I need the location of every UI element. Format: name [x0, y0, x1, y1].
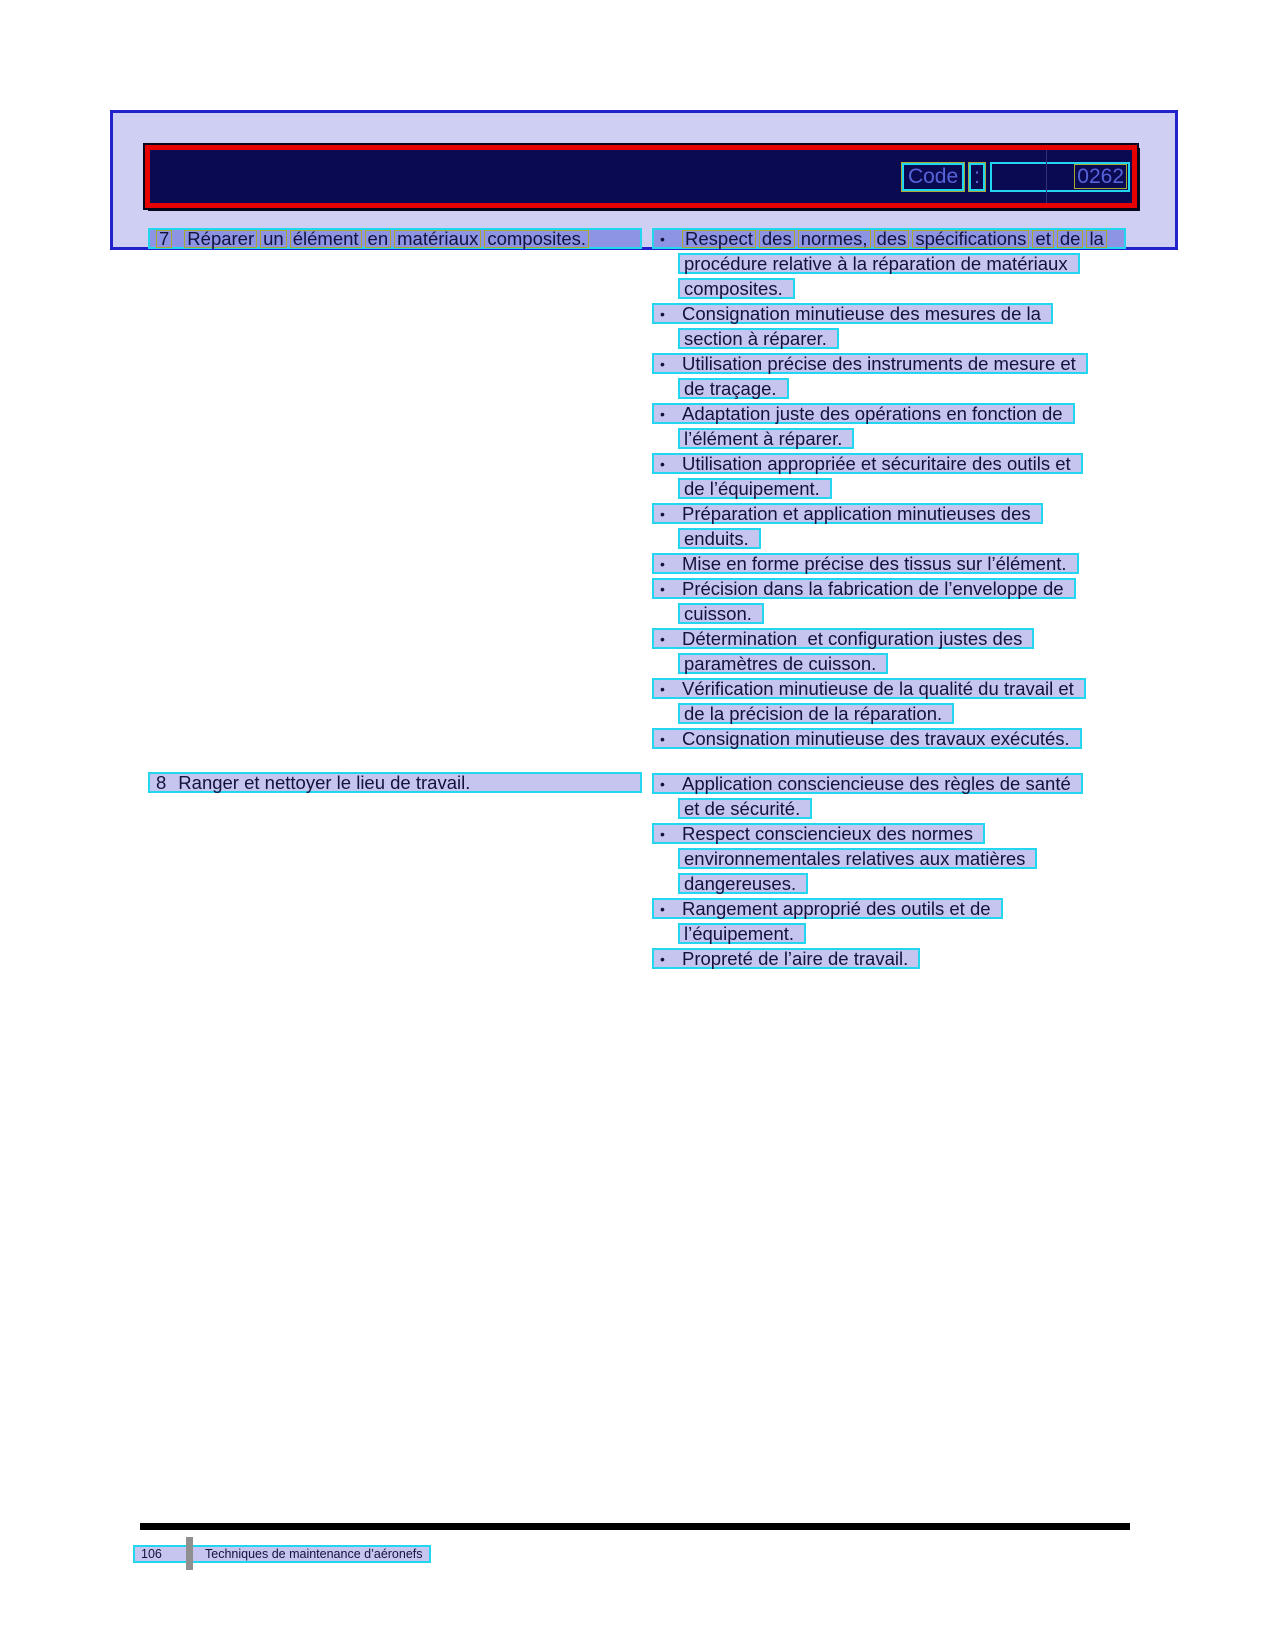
- criterion-text: section à réparer.: [684, 328, 827, 349]
- criterion-word: de: [1057, 230, 1084, 248]
- criteria-group: [652, 773, 1152, 969]
- criterion-text: Précision dans la fabrication de l’enveloppe de: [682, 578, 1064, 599]
- criterion-line: [652, 578, 1076, 599]
- criterion-line: [652, 403, 1075, 424]
- criterion-line: [652, 773, 1083, 794]
- criterion-word: Respect: [682, 230, 756, 248]
- bullet-icon: •: [660, 580, 665, 597]
- criterion-line: [652, 228, 1126, 249]
- criterion-line: [652, 823, 985, 844]
- criterion-text: composites.: [684, 278, 783, 299]
- criterion-text: de la précision de la réparation.: [684, 703, 943, 724]
- criterion-line: [678, 428, 854, 449]
- task-word: élément: [290, 230, 362, 248]
- criterion-text: Mise en forme précise des tissus sur l’élément.: [682, 553, 1067, 574]
- criterion-word: normes,: [798, 230, 871, 248]
- task-word: composites.: [484, 230, 589, 248]
- criterion-line: [678, 253, 1080, 274]
- criterion-text: Préparation et application minutieuses des: [682, 503, 1031, 524]
- criterion-text: enduits.: [684, 528, 749, 549]
- code-colon: :: [969, 163, 985, 191]
- criterion-line: [678, 923, 806, 944]
- document-title: Techniques de maintenance d’aéronefs: [205, 1547, 423, 1561]
- criterion-line: [652, 453, 1083, 474]
- criterion-text: cuisson.: [684, 603, 752, 624]
- criterion-text: Propreté de l’aire de travail.: [682, 948, 909, 969]
- criterion-text: Utilisation précise des instruments de mesure et: [682, 353, 1076, 374]
- bullet-icon: •: [660, 230, 665, 247]
- task-label: Ranger et nettoyer le lieu de travail.: [178, 771, 471, 793]
- criterion-text: Vérification minutieuse de la qualité du travail et: [682, 678, 1074, 699]
- criterion-text: Application consciencieuse des règles de santé: [682, 773, 1071, 794]
- criterion-line: [652, 898, 1003, 919]
- criterion-line: [652, 948, 920, 969]
- footer: [133, 1545, 431, 1563]
- bullet-icon: •: [660, 405, 665, 422]
- criterion-line: [678, 873, 808, 894]
- footer-rule: [140, 1523, 1130, 1530]
- criterion-line: [678, 653, 888, 674]
- task-word: un: [260, 230, 287, 248]
- criterion-line: [652, 678, 1086, 699]
- criterion-line: [652, 628, 1034, 649]
- criterion-line: [678, 478, 832, 499]
- task-word: en: [365, 230, 392, 248]
- criterion-text: environnementales relatives aux matières: [684, 848, 1026, 869]
- criterion-line: [678, 798, 812, 819]
- criterion-text: Rangement approprié des outils et de: [682, 898, 991, 919]
- task-word: matériaux: [394, 230, 481, 248]
- criterion-text: l’élément à réparer.: [684, 428, 843, 449]
- criterion-word: et: [1032, 230, 1053, 248]
- task-number: 7: [156, 230, 172, 248]
- criterion-text: Utilisation appropriée et sécuritaire des outils et: [682, 453, 1071, 474]
- bullet-icon: •: [660, 555, 665, 572]
- code-value-box: [990, 162, 1130, 192]
- column-divider-line: [1046, 150, 1047, 203]
- criterion-text: dangereuses.: [684, 873, 797, 894]
- code-header-bar: [145, 145, 1137, 208]
- bullet-icon: •: [660, 730, 665, 747]
- criterion-text: de traçage.: [684, 378, 777, 399]
- criterion-word: spécifications: [912, 230, 1029, 248]
- criterion-text: de l’équipement.: [684, 478, 820, 499]
- bullet-icon: •: [660, 505, 665, 522]
- criterion-text: et de sécurité.: [684, 798, 801, 819]
- criterion-line: [678, 848, 1037, 869]
- criterion-line: [652, 728, 1082, 749]
- task-word: Réparer: [184, 230, 257, 248]
- page-number: 106: [141, 1547, 162, 1561]
- code-label: Code: [902, 163, 964, 191]
- criterion-line: [678, 328, 839, 349]
- code-value: 0262: [1077, 164, 1124, 188]
- bullet-icon: •: [660, 355, 665, 372]
- bullet-icon: •: [660, 775, 665, 792]
- criterion-line: [652, 503, 1043, 524]
- criterion-text: paramètres de cuisson.: [684, 653, 877, 674]
- criterion-word: des: [874, 230, 910, 248]
- bullet-icon: •: [660, 630, 665, 647]
- criterion-line: [652, 303, 1053, 324]
- criterion-line: [678, 603, 764, 624]
- criterion-word: des: [759, 230, 795, 248]
- criterion-line: [652, 353, 1088, 374]
- criteria-right-column: [652, 228, 1152, 973]
- criterion-text: Consignation minutieuse des travaux exécutés.: [682, 728, 1070, 749]
- criterion-text: [682, 227, 1110, 249]
- criterion-line: [678, 528, 761, 549]
- task-row: [148, 228, 642, 249]
- criterion-text: Adaptation juste des opérations en fonction de: [682, 403, 1063, 424]
- criteria-group: [652, 228, 1152, 749]
- criterion-text: procédure relative à la réparation de matériaux: [684, 253, 1068, 274]
- criterion-text: Respect consciencieux des normes: [682, 823, 974, 844]
- criterion-word: la: [1086, 230, 1106, 248]
- bullet-icon: •: [660, 900, 665, 917]
- criterion-text: Consignation minutieuse des mesures de la: [682, 303, 1041, 324]
- criterion-line: [652, 553, 1079, 574]
- task-label: [184, 228, 592, 250]
- criterion-text: Détermination et configuration justes des: [682, 628, 1023, 649]
- criterion-line: [678, 378, 789, 399]
- criterion-line: [678, 703, 954, 724]
- criterion-text: l’équipement.: [684, 923, 795, 944]
- task-row: [148, 772, 642, 793]
- bullet-icon: •: [660, 455, 665, 472]
- bullet-icon: •: [660, 305, 665, 322]
- bullet-icon: •: [660, 825, 665, 842]
- task-number: 8: [156, 771, 167, 793]
- bullet-icon: •: [660, 950, 665, 967]
- footer-separator-bar: [186, 1537, 193, 1570]
- bullet-icon: •: [660, 680, 665, 697]
- criterion-line: [678, 278, 795, 299]
